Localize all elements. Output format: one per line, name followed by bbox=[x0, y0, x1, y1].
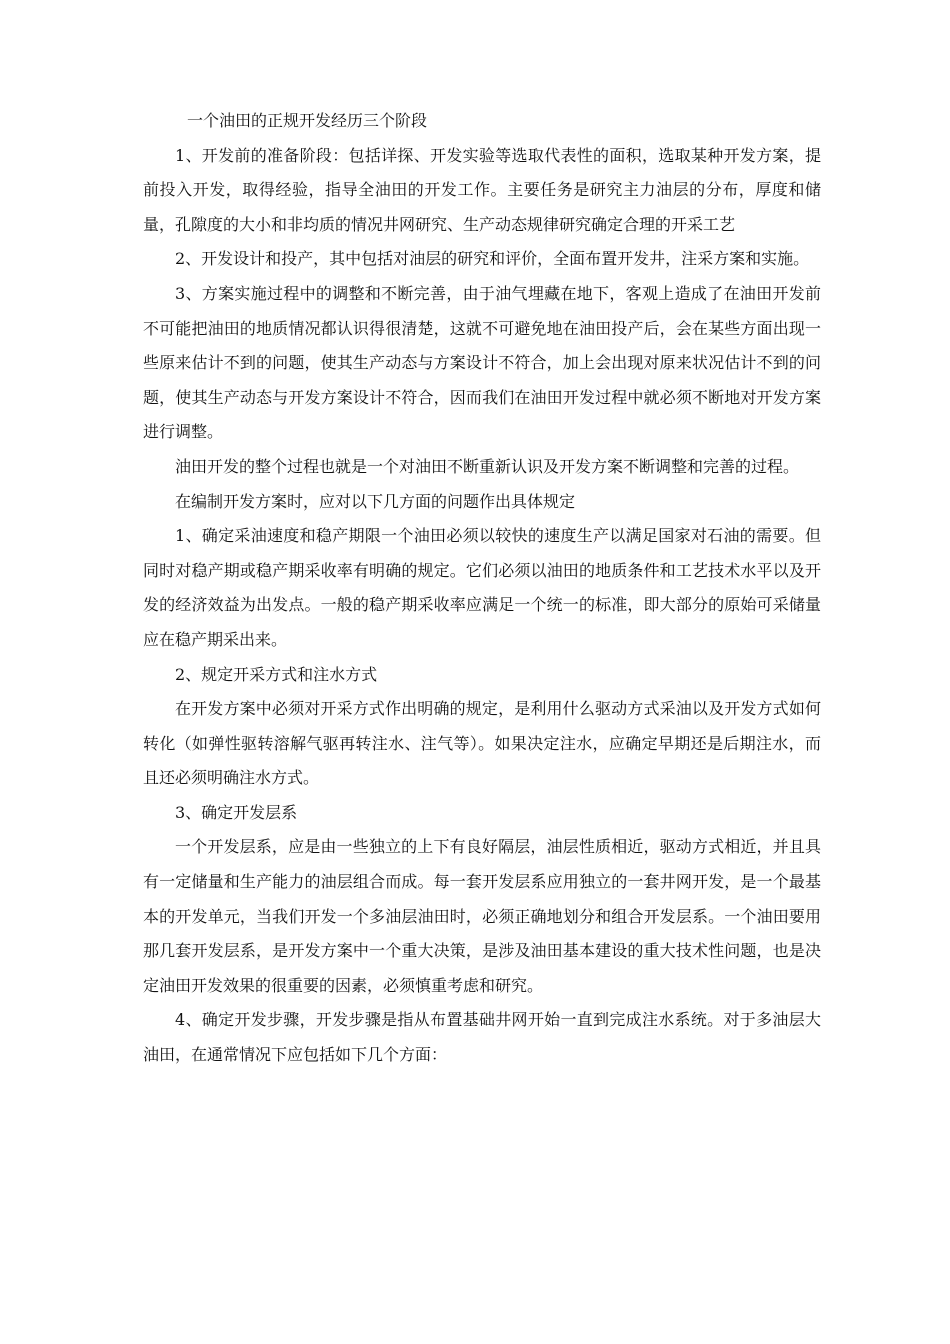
document-heading: 一个油田的正规开发经历三个阶段 bbox=[187, 111, 428, 130]
paragraph-rule-3-heading: 3、确定开发层系 bbox=[175, 802, 298, 822]
paragraph-rule-3-body: 一个开发层系，应是由一些独立的上下有良好隔层，油层性质相近，驱动方式相近，并且具有一定储量和生产能力的油层组合而成。每一套开发层系应用独立的一套井网开发，是一个最基本的开发单元，当我们开发一个多油层油田时，必须正确地划分和组合开发层系。一个油田要用那几套开发层系，是开发方案中一个重大决策，是涉及油田基本建设的重大技术性问题，也是决定油田开发效果的很重要的因素，必须慎重考虑和研究。 bbox=[143, 837, 821, 995]
paragraph-plan-intro: 在编制开发方案时，应对以下几方面的问题作出具体规定 bbox=[175, 491, 576, 511]
paragraph-rule-1: 1、确定采油速度和稳产期限一个油田必须以较快的速度生产以满足国家对石油的需要。但同时对稳产期或稳产期采收率有明确的规定。它们必须以油田的地质条件和工艺技术水平以及开发的经济效益为出发点。一般的稳产期采收率应满足一个统一的标准，即大部分的原始可采储量应在稳产期采出来。 bbox=[143, 526, 821, 649]
document-body bbox=[143, 104, 821, 1073]
paragraph-rule-4: 4、确定开发步骤，开发步骤是指从布置基础井网开始一直到完成注水系统。对于多油层大油田，在通常情况下应包括如下几个方面： bbox=[143, 1010, 821, 1065]
paragraph-stage-3: 3、方案实施过程中的调整和不断完善，由于油气埋藏在地下，客观上造成了在油田开发前不可能把油田的地质情况都认识得很清楚，这就不可避免地在油田投产后，会在某些方面出现一些原来估计不到的问题，使其生产动态与方案设计不符合，加上会出现对原来状况估计不到的问题，使其生产动态与开发方案设计不符合，因而我们在油田开发过程中就必须不断地对开发方案进行调整。 bbox=[143, 283, 821, 442]
paragraph-stage-1: 1、开发前的准备阶段：包括详探、开发实验等选取代表性的面积，选取某种开发方案，提前投入开发，取得经验，指导全油田的开发工作。主要任务是研究主力油层的分布，厚度和储量，孔隙度的大小和非均质的情况井网研究、生产动态规律研究确定合理的开采工艺 bbox=[143, 145, 821, 234]
paragraph-summary: 油田开发的整个过程也就是一个对油田不断重新认识及开发方案不断调整和完善的过程。 bbox=[175, 456, 800, 476]
paragraph-rule-2-heading: 2、规定开采方式和注水方式 bbox=[175, 664, 378, 684]
paragraph-stage-2: 2、开发设计和投产，其中包括对油层的研究和评价，全面布置开发井，注采方案和实施。 bbox=[175, 249, 810, 269]
paragraph-rule-2-body: 在开发方案中必须对开采方式作出明确的规定，是利用什么驱动方式采油以及开发方式如何转化（如弹性驱转溶解气驱再转注水、注气等）。如果决定注水，应确定早期还是后期注水，而且还必须明确注水方式。 bbox=[143, 699, 821, 788]
